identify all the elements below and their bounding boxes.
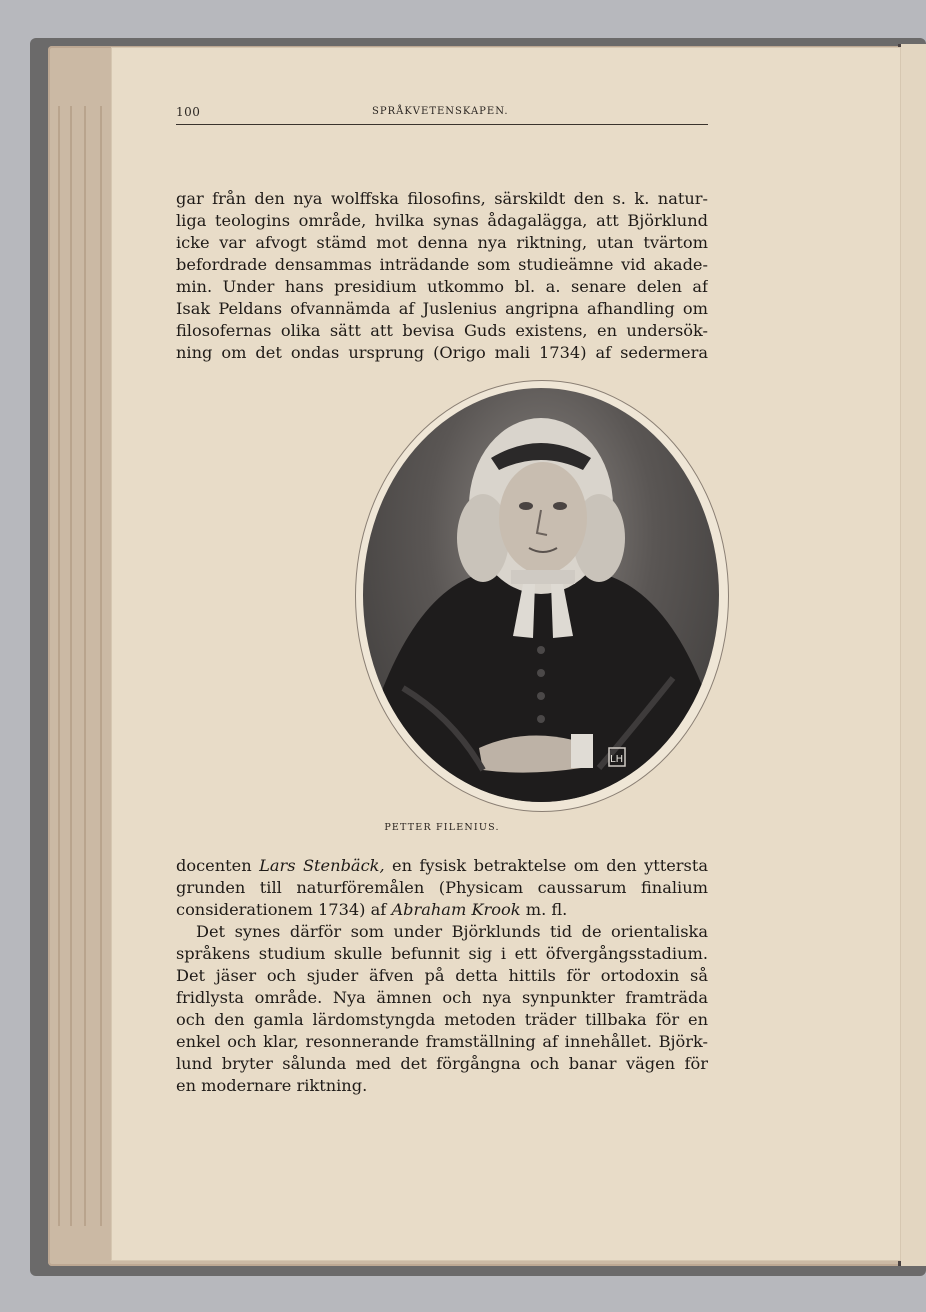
text-line: filosofernas olika sätt att bevisa Guds existens, en undersök- <box>176 321 708 340</box>
text-line: Isak Peldans ofvannämda af Juslenius angripna afhandling om <box>176 299 708 318</box>
text-fragment: m. fl. <box>520 900 568 919</box>
text-line: fridlysta område. Nya ämnen och nya synpunkter framträda <box>176 988 708 1007</box>
text-line: lund bryter sålunda med det förgångna och banar vägen för <box>176 1054 708 1073</box>
text-line: befordrade densammas inträdande som studieämne vid akade- <box>176 255 708 274</box>
text-line: enkel och klar, resonnerande framställning af innehållet. Björk- <box>176 1032 708 1051</box>
page-number: 100 <box>176 105 201 119</box>
person-name: Lars Stenbäck, <box>259 856 385 875</box>
person-name: Abraham Krook <box>391 900 521 919</box>
page-edge-line <box>58 106 60 1226</box>
text-fragment: en fysisk betraktelse om den yttersta <box>384 856 708 875</box>
page-edge-line <box>100 106 102 1226</box>
text-line: en modernare riktning. <box>176 1076 368 1095</box>
text-fragment: considerationem 1734) af <box>176 900 392 919</box>
portrait-engraving <box>355 380 727 810</box>
text-line <box>176 899 708 921</box>
top-paragraph <box>176 188 708 364</box>
text-line: liga teologins område, hvilka synas ådagalägga, att Björklund <box>176 211 708 230</box>
bottom-paragraph-2 <box>176 921 708 1097</box>
bottom-paragraph-1 <box>176 855 708 921</box>
text-line: icke var afvogt stämd mot denna nya riktning, utan tvärtom <box>176 233 708 252</box>
monogram: LH <box>610 754 624 765</box>
text-line: min. Under hans presidium utkommo bl. a. senare delen af <box>176 277 708 296</box>
running-title: SPRÅKVETENSKAPEN. <box>372 106 509 117</box>
page-header <box>176 103 708 125</box>
text-line: gar från den nya wolffska filosofins, särskildt den s. k. natur- <box>176 189 708 208</box>
page-edge-line <box>70 106 72 1226</box>
text-line <box>176 855 708 877</box>
text-fragment: docenten <box>176 856 260 875</box>
header-rule <box>176 124 708 125</box>
text-line: språkens studium skulle befunnit sig i ett öfvergångsstadium. <box>176 944 708 963</box>
portrait-caption: PETTER FILENIUS. <box>384 822 500 833</box>
page-edge-line <box>84 106 86 1226</box>
facing-page <box>898 44 926 1266</box>
portrait-image <box>363 388 719 802</box>
portrait-drawing <box>363 388 719 802</box>
text-line: Det jäser och sjuder äfven på detta hittils för ortodoxin så <box>176 966 708 985</box>
text-line: grunden till naturföremålen (Physicam caussarum finalium <box>176 878 708 897</box>
text-line: ning om det ondas ursprung (Origo mali 1734) af sedermera <box>176 343 708 362</box>
text-line: Det synes därför som under Björklunds tid de orientaliska <box>196 922 708 941</box>
text-line: och den gamla lärdomstyngda metoden träder tillbaka för en <box>176 1010 708 1029</box>
